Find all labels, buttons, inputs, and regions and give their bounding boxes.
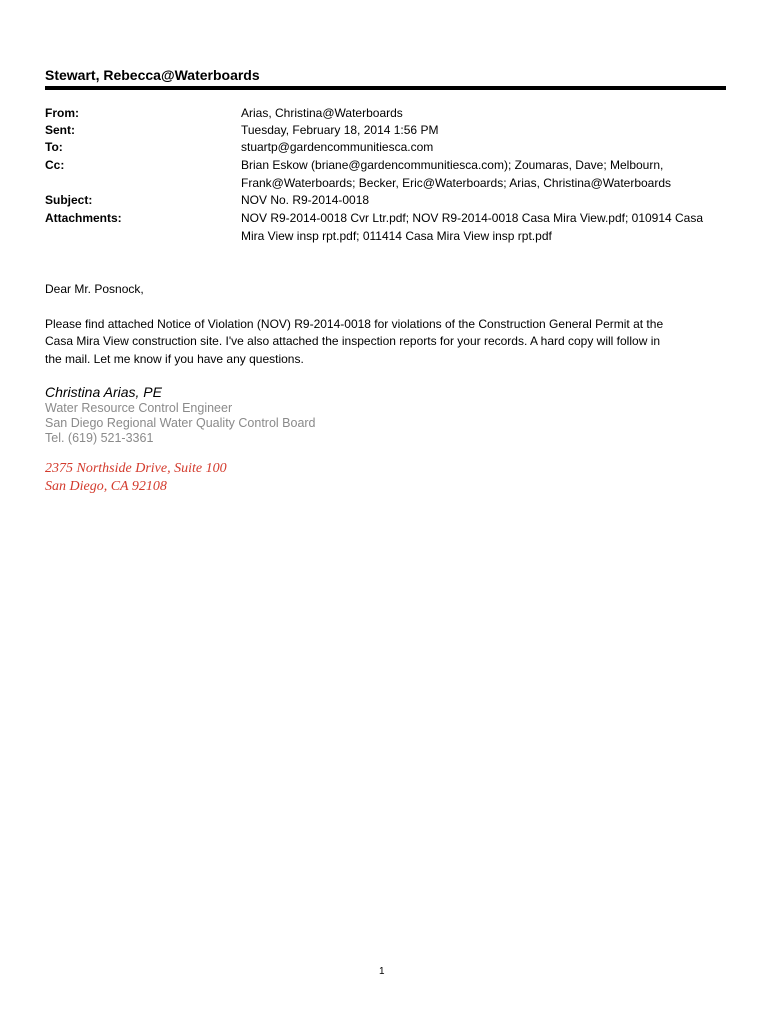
cc-value-line2: Frank@Waterboards; Becker, Eric@Waterboards; Arias, Christina@Waterboards [241,176,672,190]
page-number: 1 [379,966,385,977]
attachments-value-line2[interactable]: Mira View insp rpt.pdf; 011414 Casa Mira View insp rpt.pdf [241,229,552,243]
mailbox-owner-title: Stewart, Rebecca@Waterboards [45,67,260,83]
header-divider [45,86,726,90]
greeting: Dear Mr. Posnock, [45,282,144,296]
to-value[interactable]: stuartp@gardencommunitiesca.com [241,140,434,154]
attachments-label: Attachments: [45,211,122,225]
signature-name: Christina Arias, PE [45,384,162,400]
sent-value: Tuesday, February 18, 2014 1:56 PM [241,123,439,137]
to-label: To: [45,140,63,154]
signature-address-line1: 2375 Northside Drive, Suite 100 [45,461,227,476]
body-line-1: Please find attached Notice of Violation (NOV) R9-2014-0018 for violations of the Construction General Permit at the [45,317,664,331]
signature-title: Water Resource Control Engineer [45,401,233,415]
body-line-2: Casa Mira View construction site. I've also attached the inspection reports for your records. A hard copy will follow in [45,334,661,348]
signature-organization: San Diego Regional Water Quality Control Board [45,416,316,430]
attachments-value-line1[interactable]: NOV R9-2014-0018 Cvr Ltr.pdf; NOV R9-2014-0018 Casa Mira View.pdf; 010914 Casa [241,211,704,225]
from-label: From: [45,106,79,120]
subject-value: NOV No. R9-2014-0018 [241,193,370,207]
sent-label: Sent: [45,123,75,137]
cc-value-line1: Brian Eskow (briane@gardencommunitiesca.com); Zoumaras, Dave; Melbourn, [241,158,664,172]
body-line-3: the mail. Let me know if you have any questions. [45,352,304,366]
signature-address-line2: San Diego, CA 92108 [45,479,167,494]
signature-phone: Tel. (619) 521-3361 [45,431,154,445]
subject-label: Subject: [45,193,93,207]
cc-label: Cc: [45,158,65,172]
from-value: Arias, Christina@Waterboards [241,106,403,120]
